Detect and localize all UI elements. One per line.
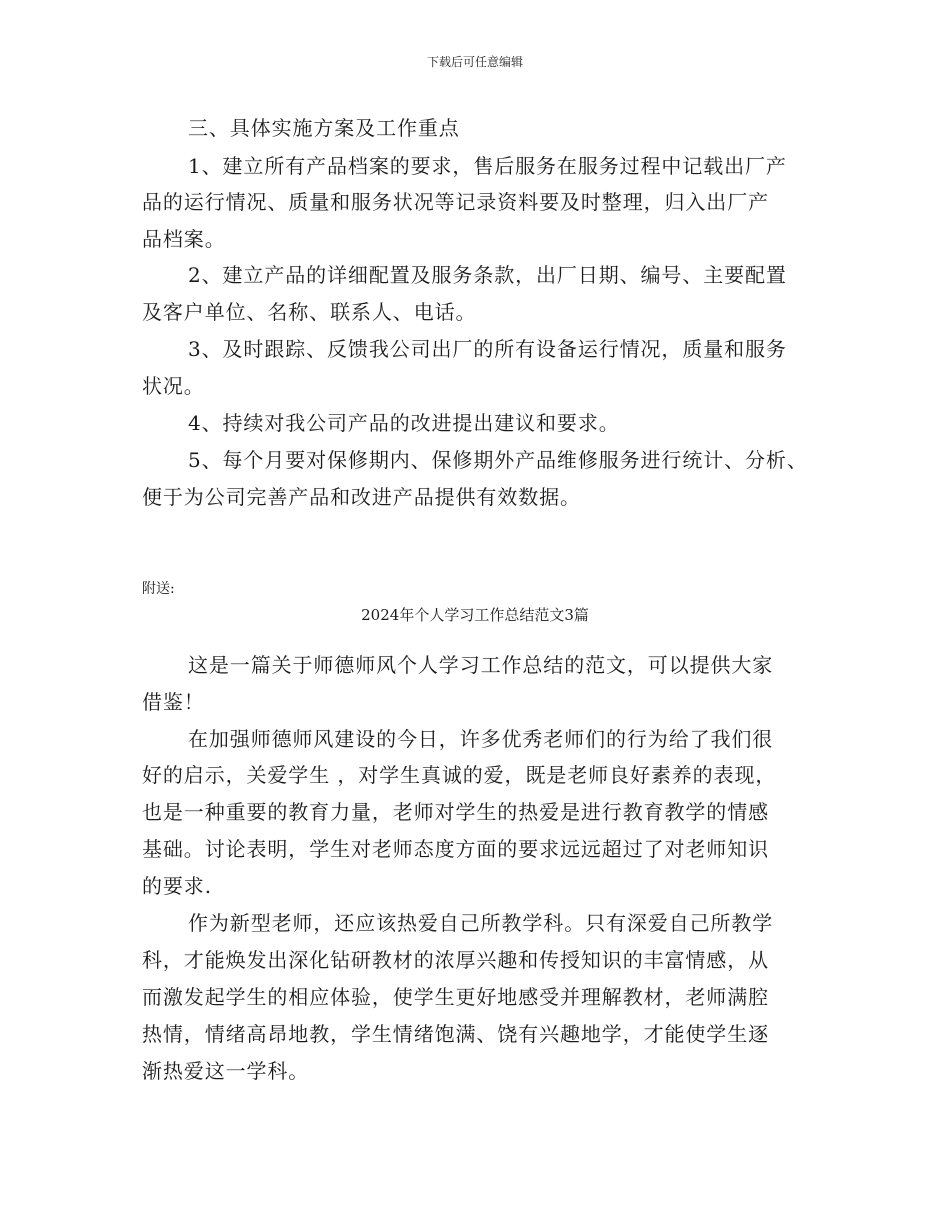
item1-line2: 品的运行情况、质量和服务状况等记录资料要及时整理，归入出厂产 [142, 190, 769, 214]
item3-line2: 状况。 [142, 374, 205, 398]
para3-line3: 而激发起学生的相应体验，使学生更好地感受并理解教材，老师满腔 [142, 985, 769, 1009]
item5-line2: 便于为公司完善产品和改进产品提供有效数据。 [142, 485, 581, 509]
para2-line4: 基础。讨论表明，学生对老师态度方面的要求远远超过了对老师知识 [142, 837, 769, 861]
section-heading: 三、具体实施方案及工作重点 [188, 116, 460, 140]
para3-line4: 热情，情绪高昂地教，学生情绪饱满、饶有兴趣地学，才能使学生逐 [142, 1022, 769, 1046]
header-note: 下载后可任意编辑 [426, 55, 523, 69]
item2-line2: 及客户单位、名称、联系人、电话。 [142, 300, 477, 324]
para2-line5: 的要求. [142, 874, 212, 898]
item2-line1: 2、建立产品的详细配置及服务条款，出厂日期、编号、主要配置 [188, 263, 787, 287]
appendix-title: 2024年个人学习工作总结范文3篇 [361, 606, 589, 624]
para3-line2: 科，才能焕发出深化钻研教材的浓厚兴趣和传授知识的丰富情感，从 [142, 948, 769, 972]
para2-line3: 也是一种重要的教育力量，老师对学生的热爱是进行教育教学的情感 [142, 800, 769, 824]
appendix-label: 附送: [142, 581, 175, 597]
para2-line1: 在加强师德师风建设的今日，许多优秀老师们的行为给了我们很 [188, 727, 774, 751]
item1-line3: 品档案。 [142, 227, 226, 251]
item3-line1: 3、及时跟踪、反馈我公司出厂的所有设备运行情况，质量和服务 [188, 337, 787, 361]
item5-line1: 5、每个月要对保修期内、保修期外产品维修服务进行统计、分析、 [188, 448, 808, 472]
para1-line1: 这是一篇关于师德师风个人学习工作总结的范文，可以提供大家 [188, 653, 774, 677]
para1-line2: 借鉴！ [142, 690, 205, 714]
item4-line1: 4、持续对我公司产品的改进提出建议和要求。 [188, 411, 620, 435]
para2-line2: 好的启示，关爱学生 ，对学生真诚的爱，既是老师良好素养的表现， [142, 763, 777, 787]
item1-line1: 1、建立所有产品档案的要求，售后服务在服务过程中记载出厂产 [188, 154, 787, 178]
para3-line5: 渐热爱这一学科。 [142, 1059, 310, 1083]
para3-line1: 作为新型老师，还应该热爱自己所教学科。只有深爱自己所教学 [188, 911, 774, 935]
